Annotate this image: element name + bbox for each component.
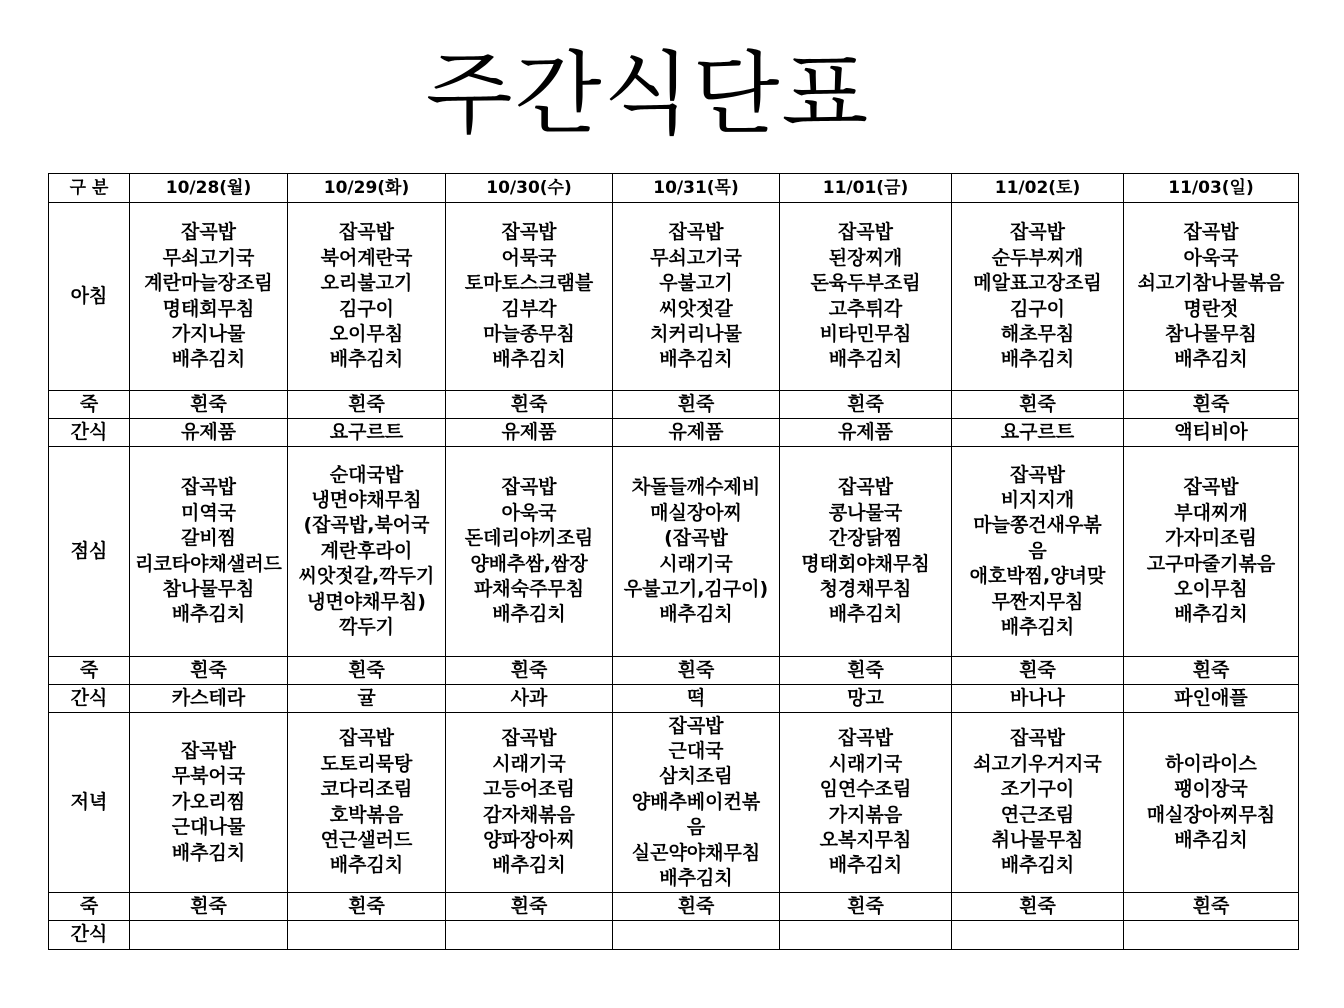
menu-item: 배추김치 — [329, 348, 404, 371]
menu-item: 흰죽 — [510, 894, 548, 917]
weekly-menu-table — [48, 173, 1299, 950]
menu-item: 우불고기 — [659, 272, 733, 295]
menu-cell — [613, 921, 780, 950]
menu-cell — [1124, 419, 1299, 447]
menu-item: 잡곡밥 — [837, 476, 894, 499]
menu-item: 근대국 — [668, 739, 724, 762]
menu-item: 씨앗젓갈,깍두기 — [298, 565, 435, 588]
menu-item: 가오리찜 — [171, 790, 246, 813]
menu-item: 코다리조림 — [320, 778, 413, 801]
menu-item: 흰죽 — [847, 658, 884, 681]
menu-item: 시래기국 — [828, 752, 903, 775]
menu-item: 미역국 — [180, 501, 237, 524]
menu-item: 파인애플 — [1174, 686, 1248, 709]
menu-cell — [1124, 447, 1299, 657]
menu-cell — [1124, 921, 1299, 950]
menu-item: 배추김치 — [171, 348, 246, 371]
menu-cell — [1124, 685, 1299, 713]
page-title: 주간식단표 — [425, 42, 871, 147]
menu-item: 망고 — [847, 686, 884, 709]
menu-cell — [780, 203, 952, 391]
menu-cell — [446, 893, 613, 921]
menu-cell — [130, 419, 288, 447]
menu-item: 잡곡밥 — [501, 221, 557, 244]
menu-item: 콩나물국 — [828, 501, 903, 524]
menu-item: 배추김치 — [329, 854, 404, 877]
menu-item: 흰죽 — [348, 894, 385, 917]
menu-item: 배추김치 — [659, 348, 733, 371]
menu-item: 비타민무침 — [819, 322, 912, 345]
menu-cell — [613, 685, 780, 713]
menu-cell — [613, 419, 780, 447]
menu-item: 마늘종무침 — [483, 322, 575, 345]
lunch-row — [49, 447, 1299, 657]
menu-item: 갈비찜 — [180, 527, 237, 550]
menu-item: 요구르트 — [1000, 420, 1075, 443]
menu-item: 시래기국 — [492, 752, 566, 775]
menu-cell — [952, 657, 1124, 685]
menu-cell — [613, 893, 780, 921]
menu-item: 흰죽 — [1192, 894, 1230, 917]
row-label: 죽 — [49, 893, 130, 921]
menu-item: 간장닭찜 — [828, 527, 903, 550]
breakfast-row — [49, 203, 1299, 391]
menu-item: 흰죽 — [190, 658, 227, 681]
menu-cell — [952, 203, 1124, 391]
menu-item: (잡곡밥 — [664, 527, 728, 550]
menu-item: 배추김치 — [1174, 348, 1248, 371]
menu-item: 흰죽 — [847, 894, 884, 917]
menu-item: 잡곡밥 — [338, 221, 395, 244]
menu-item: 배추김치 — [828, 854, 903, 877]
menu-cell — [780, 391, 952, 419]
menu-cell — [130, 657, 288, 685]
menu-item: 깍두기 — [338, 616, 395, 639]
menu-item: 흰죽 — [190, 894, 227, 917]
menu-item: 가자미조림 — [1165, 527, 1257, 550]
menu-item: 근대나물 — [171, 816, 246, 839]
porridge-row — [49, 893, 1299, 921]
menu-item: 배추김치 — [1174, 828, 1248, 851]
porridge-row — [49, 391, 1299, 419]
menu-item: 도토리묵탕 — [320, 752, 413, 775]
menu-cell — [130, 447, 288, 657]
menu-cell — [1124, 893, 1299, 921]
menu-cell — [613, 203, 780, 391]
menu-item: 액티비아 — [1174, 420, 1248, 443]
menu-item: 취나물무침 — [991, 828, 1084, 851]
menu-item: 배추김치 — [659, 603, 733, 626]
menu-cell — [780, 893, 952, 921]
menu-cell — [446, 685, 613, 713]
menu-item: 참나물무침 — [162, 577, 255, 600]
row-label: 죽 — [49, 657, 130, 685]
menu-item: 잡곡밥 — [1009, 463, 1066, 486]
menu-item: 돈육두부조림 — [810, 272, 921, 295]
menu-item: 흰죽 — [510, 392, 548, 415]
header-row — [49, 174, 1299, 203]
menu-item: 계란후라이 — [320, 539, 413, 562]
menu-cell — [1124, 657, 1299, 685]
header-label: 구 분 — [49, 174, 130, 203]
menu-item: 삼치조림 — [659, 765, 733, 788]
menu-item: 흰죽 — [677, 894, 715, 917]
menu-item: 파채숙주무침 — [473, 577, 585, 600]
menu-cell — [130, 713, 288, 893]
menu-item: 흰죽 — [847, 392, 884, 415]
menu-item: 오리불고기 — [320, 272, 413, 295]
menu-item: 잡곡밥 — [180, 739, 237, 762]
menu-item: 청경채무침 — [819, 577, 912, 600]
menu-item: 바나나 — [1009, 686, 1066, 709]
menu-item: 쇠고기우거지국 — [973, 752, 1102, 775]
menu-item: 잡곡밥 — [837, 727, 894, 750]
menu-item: 배추김치 — [492, 854, 566, 877]
menu-item: 잡곡밥 — [668, 221, 724, 244]
menu-cell — [952, 685, 1124, 713]
menu-item: 흰죽 — [190, 392, 227, 415]
menu-item: 흰죽 — [677, 392, 715, 415]
menu-item: 잡곡밥 — [1183, 476, 1239, 499]
menu-item: 토마토스크램블 — [464, 272, 594, 295]
menu-item: 잡곡밥 — [1009, 727, 1066, 750]
menu-cell — [613, 713, 780, 893]
date-header: 11/03(일) — [1124, 174, 1299, 203]
menu-item: 쇠고기참나물볶음 — [1137, 272, 1285, 295]
row-label: 간식 — [49, 419, 130, 447]
menu-cell — [446, 419, 613, 447]
menu-cell — [130, 921, 288, 950]
row-label: 간식 — [49, 685, 130, 713]
menu-item: 흰죽 — [1019, 894, 1056, 917]
menu-cell — [130, 391, 288, 419]
menu-item: 카스테라 — [171, 686, 246, 709]
menu-cell — [446, 657, 613, 685]
menu-item: 배추김치 — [828, 603, 903, 626]
menu-item: 양배추베이컨볶 — [631, 790, 761, 813]
menu-item: 잡곡밥 — [1183, 221, 1239, 244]
menu-cell — [130, 685, 288, 713]
menu-item: 하이라이스 — [1165, 752, 1257, 775]
menu-item: 오복지무침 — [819, 828, 912, 851]
menu-cell — [780, 657, 952, 685]
row-label: 죽 — [49, 391, 130, 419]
menu-cell — [952, 419, 1124, 447]
menu-item: 흰죽 — [1192, 392, 1230, 415]
menu-cell — [288, 921, 446, 950]
menu-item: 흰죽 — [348, 658, 385, 681]
menu-item: 유제품 — [501, 420, 557, 443]
menu-item: 우불고기,김구이) — [623, 577, 769, 600]
menu-cell — [288, 685, 446, 713]
menu-item: 잡곡밥 — [1009, 221, 1066, 244]
menu-cell — [288, 713, 446, 893]
menu-cell — [613, 447, 780, 657]
menu-item: 부대찌개 — [1174, 501, 1248, 524]
date-header: 11/02(토) — [952, 174, 1124, 203]
menu-item: 배추김치 — [492, 603, 566, 626]
menu-item: 조기구이 — [1000, 778, 1075, 801]
menu-item: 실곤약야채무침 — [631, 841, 761, 864]
menu-cell — [130, 893, 288, 921]
menu-item: 잡곡밥 — [668, 714, 724, 737]
menu-cell — [952, 893, 1124, 921]
row-label: 저녁 — [49, 713, 130, 893]
menu-item: 임연수조림 — [819, 778, 912, 801]
menu-item: 가지나물 — [171, 322, 246, 345]
menu-item: 배추김치 — [659, 867, 733, 890]
menu-item: 김부각 — [501, 297, 557, 320]
menu-item: 매실장아찌무침 — [1146, 803, 1276, 826]
menu-item: 배추김치 — [171, 603, 246, 626]
snack-row — [49, 921, 1299, 950]
menu-cell — [952, 447, 1124, 657]
menu-item: 가지볶음 — [828, 803, 903, 826]
menu-item: 무쇠고기국 — [162, 246, 255, 269]
menu-cell — [446, 447, 613, 657]
menu-item: 사과 — [510, 686, 548, 709]
row-label: 점심 — [49, 447, 130, 657]
menu-item: 팽이장국 — [1174, 778, 1248, 801]
menu-cell — [130, 203, 288, 391]
menu-item: 차돌들깨수제비 — [631, 476, 761, 499]
menu-item: 오이무침 — [1174, 577, 1248, 600]
menu-item: 잡곡밥 — [501, 727, 557, 750]
menu-item: 해초무침 — [1000, 322, 1075, 345]
menu-cell — [288, 419, 446, 447]
menu-item: 잡곡밥 — [180, 476, 237, 499]
menu-item: 연근조림 — [1000, 803, 1075, 826]
menu-cell — [288, 657, 446, 685]
menu-item: 배추김치 — [1000, 854, 1075, 877]
menu-cell — [780, 685, 952, 713]
menu-cell — [952, 391, 1124, 419]
menu-item: 잡곡밥 — [338, 727, 395, 750]
menu-cell — [1124, 203, 1299, 391]
menu-item: 무쇠고기국 — [650, 246, 742, 269]
menu-cell — [1124, 391, 1299, 419]
menu-item: 순대국밥 — [329, 463, 404, 486]
menu-item: 감자채볶음 — [483, 803, 575, 826]
menu-item: 잡곡밥 — [501, 476, 557, 499]
menu-item: 호박볶음 — [329, 803, 404, 826]
menu-item: 흰죽 — [677, 658, 715, 681]
menu-item: 마늘쫑건새우볶 — [973, 514, 1102, 537]
snack-row — [49, 685, 1299, 713]
menu-item: 흰죽 — [1019, 392, 1056, 415]
menu-cell — [288, 391, 446, 419]
menu-item: 오이무침 — [329, 322, 404, 345]
date-header: 10/29(화) — [288, 174, 446, 203]
menu-item: 명태회무침 — [162, 297, 255, 320]
menu-item: 아욱국 — [501, 501, 557, 524]
menu-item: 계란마늘장조림 — [144, 272, 273, 295]
menu-item: 양배추쌈,쌈장 — [470, 552, 588, 575]
menu-item: 메알표고장조림 — [973, 272, 1102, 295]
menu-item: 고등어조림 — [483, 778, 575, 801]
date-header: 11/01(금) — [780, 174, 952, 203]
menu-cell — [780, 921, 952, 950]
menu-item: 유제품 — [668, 420, 724, 443]
menu-item: 씨앗젓갈 — [659, 297, 733, 320]
menu-item: 잡곡밥 — [180, 221, 237, 244]
menu-item: 배추김치 — [171, 841, 246, 864]
menu-item: 고추튀각 — [828, 297, 903, 320]
menu-item: 무북어국 — [171, 765, 246, 788]
date-header: 10/31(목) — [613, 174, 780, 203]
menu-cell — [1124, 713, 1299, 893]
menu-item: 무짠지무침 — [991, 590, 1084, 613]
menu-item: 잡곡밥 — [837, 221, 894, 244]
menu-item: 냉면야채무침 — [311, 488, 422, 511]
porridge-row — [49, 657, 1299, 685]
row-label: 간식 — [49, 921, 130, 950]
menu-item: (잡곡밥,북어국 — [303, 514, 430, 537]
menu-cell — [446, 203, 613, 391]
menu-cell — [613, 657, 780, 685]
menu-item: 명태회야채무침 — [801, 552, 930, 575]
menu-item: 순두부찌개 — [991, 246, 1084, 269]
menu-item: 냉면야채무침) — [307, 590, 426, 613]
menu-item: 리코타야채샐러드 — [135, 552, 282, 575]
dinner-row — [49, 713, 1299, 893]
menu-item: 치커리나물 — [650, 322, 742, 345]
menu-item: 연근샐러드 — [320, 828, 413, 851]
menu-cell — [446, 391, 613, 419]
menu-item: 김구이 — [338, 297, 395, 320]
menu-cell — [780, 419, 952, 447]
row-label: 아침 — [49, 203, 130, 391]
menu-cell — [952, 713, 1124, 893]
menu-item: 어묵국 — [501, 246, 557, 269]
menu-item: 흰죽 — [1019, 658, 1056, 681]
menu-cell — [780, 447, 952, 657]
menu-item: 흰죽 — [1192, 658, 1230, 681]
menu-item: 귤 — [357, 686, 376, 709]
menu-item: 비지지개 — [1000, 488, 1075, 511]
menu-item: 배추김치 — [1000, 616, 1075, 639]
menu-item: 흰죽 — [510, 658, 548, 681]
menu-cell — [288, 203, 446, 391]
menu-item: 고구마줄기볶음 — [1146, 552, 1276, 575]
menu-item: 유제품 — [837, 420, 894, 443]
menu-item: 요구르트 — [329, 420, 404, 443]
menu-item: 북어계란국 — [320, 246, 413, 269]
menu-item: 흰죽 — [348, 392, 385, 415]
menu-item: 유제품 — [180, 420, 237, 443]
menu-item: 배추김치 — [1174, 603, 1248, 626]
menu-cell — [288, 893, 446, 921]
snack-row — [49, 419, 1299, 447]
menu-cell — [952, 921, 1124, 950]
date-header: 10/28(월) — [130, 174, 288, 203]
menu-cell — [446, 921, 613, 950]
menu-item: 애호박찜,양녀맞 — [969, 565, 1106, 588]
menu-item: 참나물무침 — [1165, 322, 1257, 345]
menu-item: 음 — [1028, 539, 1047, 562]
menu-item: 시래기국 — [659, 552, 733, 575]
date-header: 10/30(수) — [446, 174, 613, 203]
menu-item: 된장찌개 — [828, 246, 903, 269]
menu-item: 매실장아찌 — [650, 501, 742, 524]
menu-item: 음 — [686, 816, 706, 839]
menu-item: 배추김치 — [828, 348, 903, 371]
menu-item: 배추김치 — [1000, 348, 1075, 371]
menu-cell — [288, 447, 446, 657]
menu-item: 김구이 — [1009, 297, 1066, 320]
menu-item: 명란젓 — [1183, 297, 1239, 320]
menu-item: 아욱국 — [1183, 246, 1239, 269]
menu-item: 떡 — [686, 686, 706, 709]
menu-cell — [780, 713, 952, 893]
menu-item: 배추김치 — [492, 348, 566, 371]
menu-item: 양파장아찌 — [483, 828, 575, 851]
menu-cell — [613, 391, 780, 419]
menu-cell — [446, 713, 613, 893]
menu-item: 돈데리야끼조림 — [464, 527, 594, 550]
